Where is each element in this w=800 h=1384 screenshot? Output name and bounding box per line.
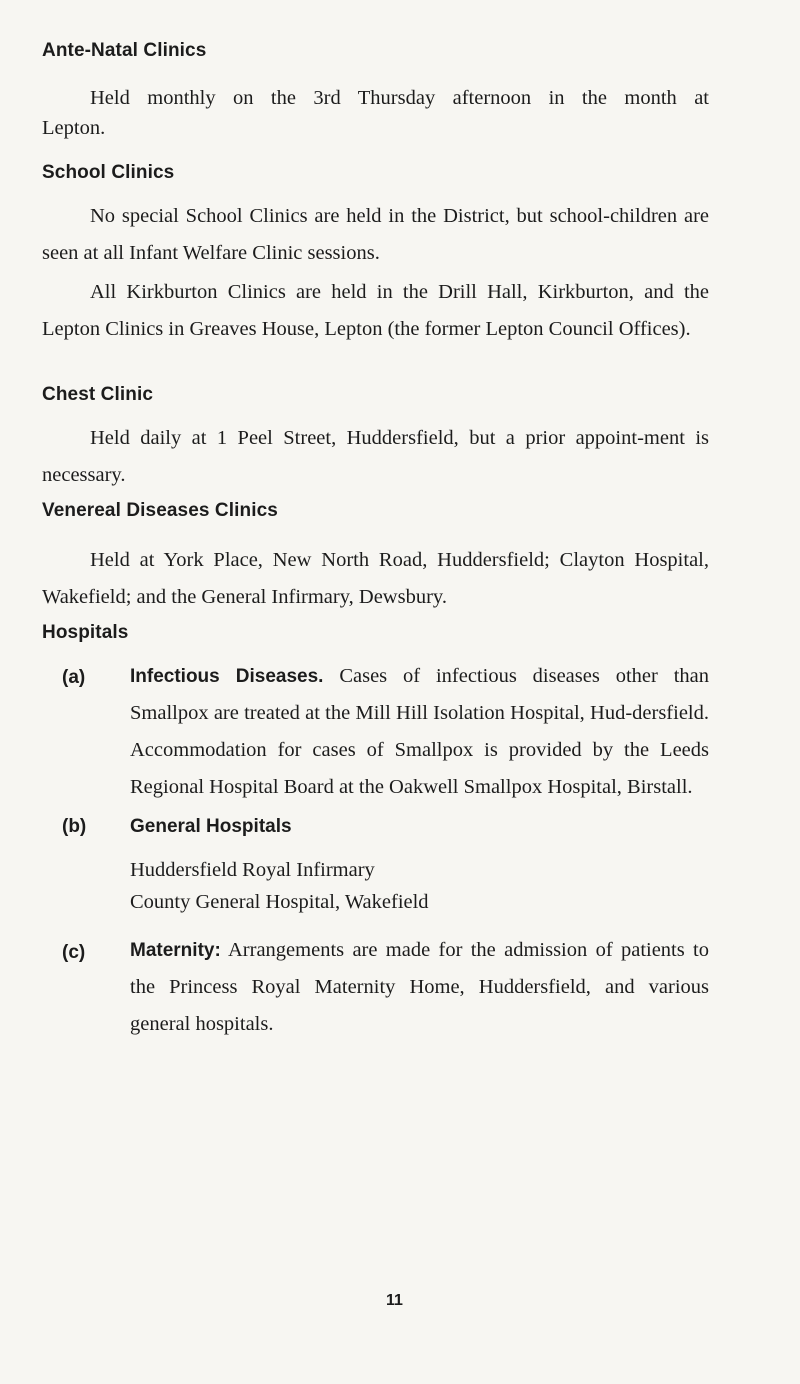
school-clinics-paragraph-2: All Kirkburton Clinics are held in the Drill Hall, Kirkburton, and the Lepton Clinics in Greaves House, Lepton (the former Lepton Council Offices). bbox=[42, 281, 709, 340]
antenatal-text-line1: Held monthly on the 3rd Thursday afternoon in the month at bbox=[90, 87, 709, 109]
item-a-body: Cases of infectious diseases other than Smallpox are treated at the Mill Hill Isolation Hospital, Hud-dersfield. Accommodation for cases of Smallpox is provided by the Leeds Regional Hospital Board at the Oakwell Smallpox Hospital, Birstall. bbox=[130, 665, 709, 798]
heading-school-clinics: School Clinics bbox=[42, 162, 175, 183]
item-c-title: Maternity: bbox=[130, 940, 221, 961]
item-b-title: General Hospitals bbox=[130, 816, 292, 837]
heading-venereal-diseases-clinics: Venereal Diseases Clinics bbox=[42, 500, 278, 521]
heading-antenatal-clinics: Ante-Natal Clinics bbox=[42, 40, 207, 61]
item-a-label: (a) bbox=[62, 667, 86, 688]
item-c-label: (c) bbox=[62, 942, 86, 963]
school-clinics-paragraph-1: No special School Clinics are held in the District, but school-children are seen at all Infant Welfare Clinic sessions. bbox=[42, 205, 709, 264]
item-c-text bbox=[130, 932, 709, 1043]
heading-hospitals: Hospitals bbox=[42, 622, 129, 643]
antenatal-text-line2: Lepton. bbox=[42, 117, 106, 139]
item-a-text bbox=[130, 658, 709, 806]
item-b-label: (b) bbox=[62, 816, 87, 837]
venereal-clinics-paragraph: Held at York Place, New North Road, Huddersfield; Clayton Hospital, Wakefield; and the General Infirmary, Dewsbury. bbox=[42, 549, 709, 608]
item-c-body: Arrangements are made for the admission of patients to the Princess Royal Maternity Home, Huddersfield, and various general hospitals. bbox=[130, 939, 709, 1035]
chest-clinic-paragraph: Held daily at 1 Peel Street, Huddersfield, but a prior appoint-ment is necessary. bbox=[42, 427, 709, 486]
item-b-line-2: County General Hospital, Wakefield bbox=[130, 891, 429, 913]
item-b-line-1: Huddersfield Royal Infirmary bbox=[130, 859, 375, 881]
item-a-title: Infectious Diseases. bbox=[130, 666, 324, 687]
heading-chest-clinic: Chest Clinic bbox=[42, 384, 153, 405]
page-number: 11 bbox=[386, 1292, 403, 1309]
